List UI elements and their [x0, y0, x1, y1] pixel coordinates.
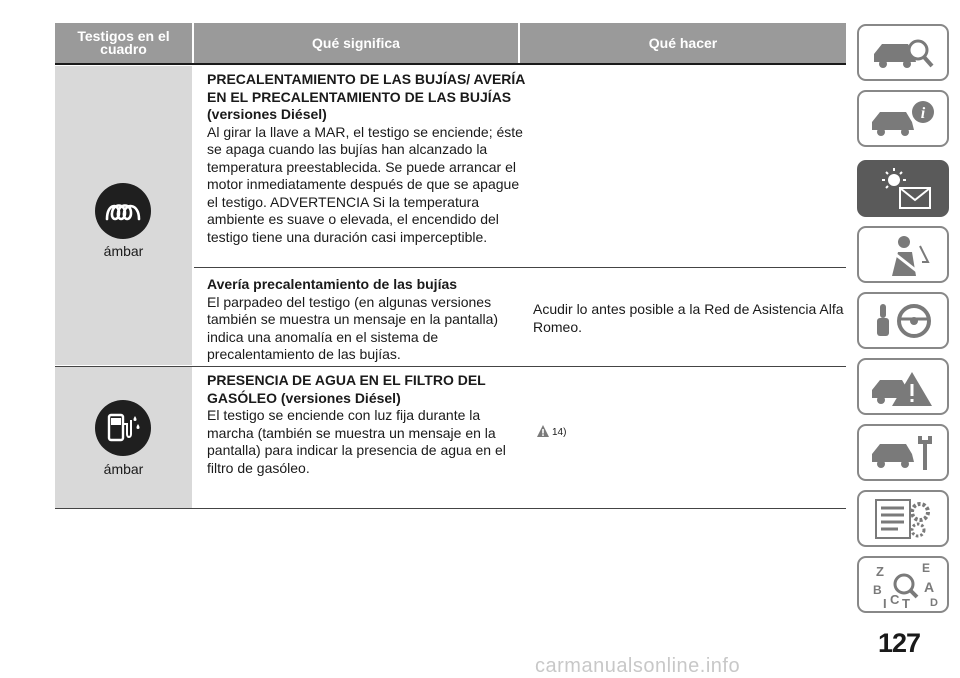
row-glow-plug-fault-action: Acudir lo antes posible a la Red de Asistencia Alfa Romeo.	[533, 301, 844, 335]
row-title: PRESENCIA DE AGUA EN EL FILTRO DEL GASÓLEO (versiones Diésel)	[207, 372, 486, 406]
sidebar-tab-index[interactable]	[857, 556, 949, 613]
svg-text:D: D	[930, 596, 938, 609]
row-water-fuel-meaning	[207, 372, 517, 477]
alphabet-index-icon	[868, 560, 938, 610]
sidebar-tab-maintenance[interactable]	[857, 424, 949, 481]
row-glow-plug-fault-meaning	[207, 276, 517, 364]
svg-text:E: E	[922, 560, 931, 575]
header-que-significa: Qué significa	[194, 23, 518, 63]
row-body: El parpadeo del testigo (en algunas versiones también se muestra un mensaje en la pantalla) indica una anomalía en el sistema de precalentamiento de las bujías.	[207, 293, 499, 362]
row-divider	[194, 267, 846, 268]
key-steering-icon	[868, 298, 938, 344]
glow-plug-icon	[103, 197, 143, 225]
lamp-color-label: ámbar	[103, 243, 144, 259]
car-wrench-icon	[868, 430, 938, 476]
note-reference: 14)	[552, 427, 567, 438]
header-que-hacer: Qué hacer	[520, 23, 846, 63]
sidebar-tab-starting-driving[interactable]	[857, 292, 949, 349]
car-accident-icon	[868, 364, 938, 410]
row-glow-plug-meaning	[207, 71, 527, 246]
warning-triangle-icon	[536, 424, 550, 438]
row-title: PRECALENTAMIENTO DE LAS BUJÍAS/ AVERÍA EN EL PRECALENTAMIENTO DE LAS BUJÍAS (versiones Diésel)	[207, 71, 525, 122]
water-in-fuel-lamp	[95, 400, 151, 456]
warning-light-message-icon	[868, 166, 938, 212]
sidebar-tab-safety[interactable]	[857, 226, 949, 283]
header-rule	[55, 63, 846, 65]
svg-text:C: C	[890, 591, 900, 607]
warning-ref	[536, 424, 566, 438]
watermark: carmanualsonline.info	[535, 655, 741, 677]
row-divider	[55, 366, 846, 367]
lamp-color-label: ámbar	[103, 461, 144, 477]
table-header	[55, 23, 846, 63]
page-number: 127	[878, 628, 921, 658]
svg-text:Z: Z	[876, 563, 884, 579]
airbag-seatbelt-icon	[868, 232, 938, 278]
water-in-fuel-icon	[103, 410, 143, 446]
table-bottom-rule	[55, 508, 846, 509]
svg-text:A: A	[924, 578, 935, 595]
svg-text:i: i	[920, 104, 926, 122]
car-info-icon	[868, 98, 938, 140]
sidebar-tab-emergency[interactable]	[857, 358, 949, 415]
sidebar-tab-technical-data[interactable]	[857, 490, 949, 547]
row-body: Al girar la llave a MAR, el testigo se enciende; éste se apaga cuando las bujías han alcanzado la temperatura preestablecida. Se puede arrancar el motor inmediatamente después de que se apague el testigo. ADVERTENCIA Si la temperatura ambiente es suave o elevada, el encendido del testigo tiene una duración casi imperceptible.	[207, 123, 523, 245]
sidebar-tab-car-search[interactable]	[857, 24, 949, 81]
svg-text:T: T	[902, 595, 910, 610]
glow-plug-lamp	[95, 183, 151, 239]
row-body: El testigo se enciende con luz fija durante la marcha (también se muestra un mensaje en la pantalla) para indicar la presencia de agua en el filtro de gasóleo.	[207, 407, 506, 476]
svg-text:I: I	[883, 595, 887, 610]
header-testigos: Testigos en el cuadro	[55, 23, 192, 63]
sidebar-tab-warning-lights[interactable]	[857, 160, 949, 217]
car-search-icon	[868, 32, 938, 74]
svg-text:B: B	[873, 582, 882, 597]
row-title: Avería precalentamiento de las bujías	[207, 276, 458, 292]
sidebar-tab-car-info[interactable]	[857, 90, 949, 147]
list-gear-icon	[868, 496, 938, 542]
